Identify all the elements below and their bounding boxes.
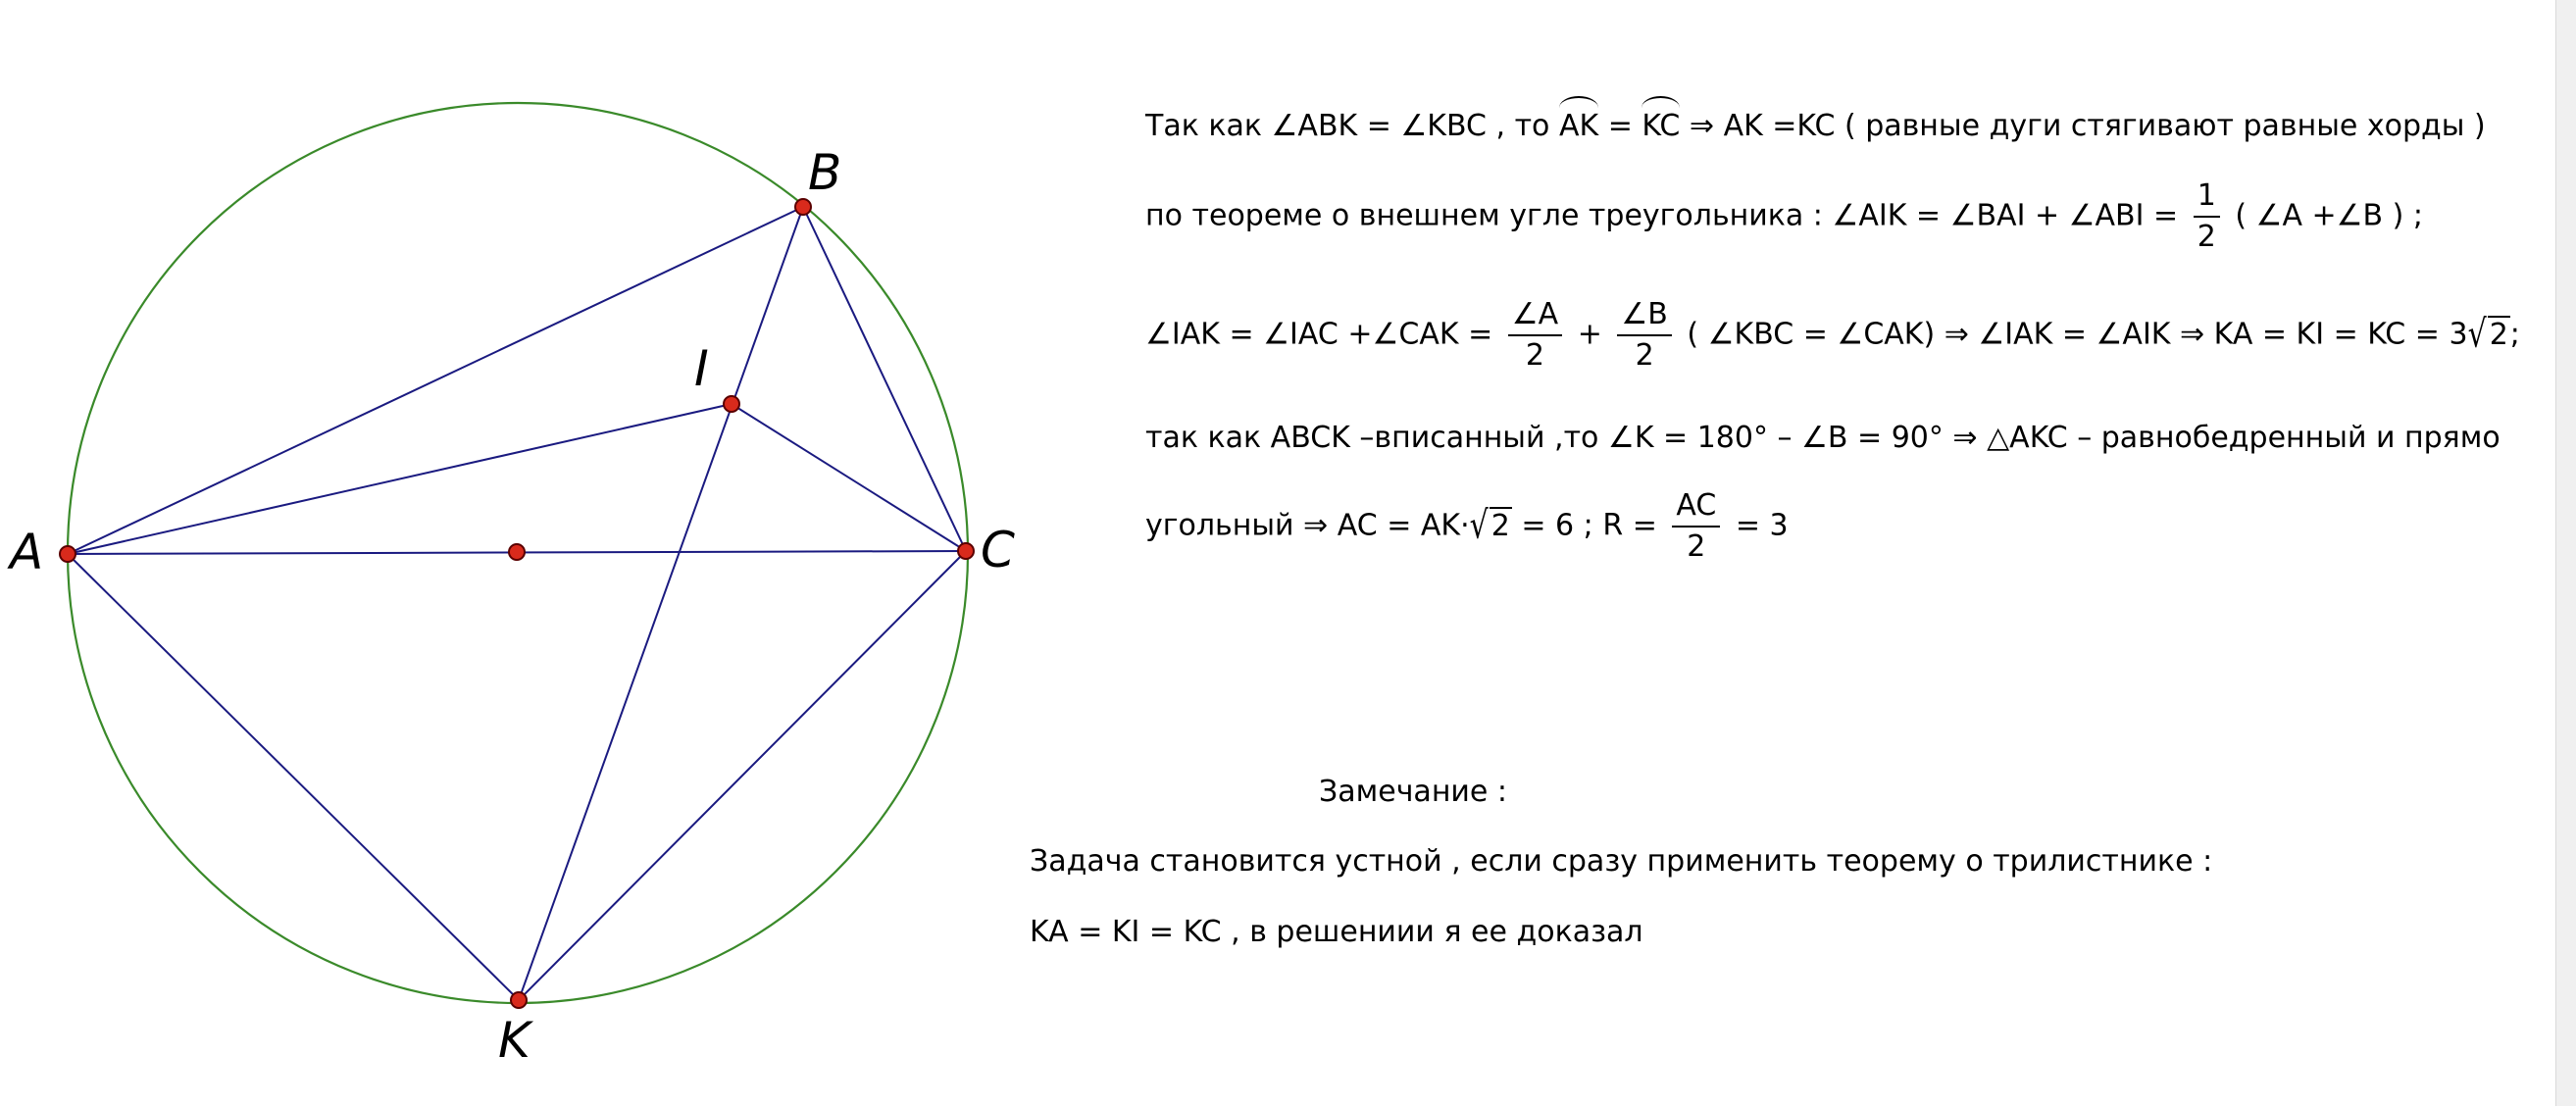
line2-suffix: ( ∠A +∠B ) ; [2225,198,2424,233]
line3-prefix: ∠IAK = ∠IAC +∠CAK = [1145,317,1502,352]
right-edge-strip [2555,0,2576,1106]
label-i: I [694,340,709,397]
geometry-figure [0,0,1079,1106]
solution-line-4: так как ABCK –вписанный ,то ∠K = 180° – ∠B = 90° ⇒ △AKC – равнобедренный и прямо [1145,421,2500,455]
frac-den: 2 [1525,338,1544,373]
line1-prefix: Так как ∠ABK = ∠KBC , то [1145,109,1559,143]
label-b: B [808,144,842,201]
arc-kc: KC [1642,109,1681,143]
point-c [958,543,974,559]
point-i [724,396,739,412]
point-b [795,199,811,215]
segment-ai [68,404,732,554]
fraction-a-half [1508,295,1562,376]
line1-suffix: ⇒ AK =KC ( равные дуги стягивают равные хорды ) [1680,109,2486,143]
line5-suffix: = 3 [1726,508,1789,543]
line3-end: ; [2509,317,2520,352]
frac-num: ∠B [1617,295,1671,336]
solution-line-2 [1145,176,2423,257]
remark-line-2: KA = KI = KC , в решениии я ее доказал [1030,915,1643,949]
line3-middle: ( ∠KBC = ∠CAK) ⇒ ∠IAK = ∠AIK ⇒ KA = KI = KC = 3 [1677,317,2468,352]
line5-middle: = 6 ; R = [1511,508,1667,543]
segment-bk [519,207,803,1000]
solution-line-3 [1145,295,2520,376]
point-center [509,544,525,560]
frac-den: 2 [1687,529,1706,564]
frac-den: 2 [1635,338,1654,373]
point-k [511,992,527,1008]
remark-line-1: Задача становится устной , если сразу применить теорему о трилистнике : [1030,844,2213,879]
frac-den: 2 [2197,220,2216,254]
line2-prefix: по теореме о внешнем угле треугольника : ∠AIK = ∠BAI + ∠ABI = [1145,198,2188,233]
fraction-ac-half [1672,486,1720,567]
segment-ak [68,554,519,1000]
line3-plus: + [1568,317,1612,352]
frac-num: AC [1672,486,1720,528]
label-a: A [10,524,44,580]
segment-ck [519,551,966,1000]
solution-line-1 [1145,110,2486,143]
arc-ak: AK [1558,109,1599,143]
point-a [60,546,76,562]
label-k: K [498,1012,530,1069]
frac-num: 1 [2194,176,2220,218]
remark-title: Замечание : [1319,775,1508,809]
sqrt-two: √ 2 [1469,503,1510,548]
fraction-one-half [2194,176,2220,257]
solution-line-5 [1145,486,1789,567]
sqrt-two: √ 2 [2467,312,2508,357]
line5-prefix: угольный ⇒ AC = AK· [1145,508,1470,543]
frac-num: ∠A [1508,295,1562,336]
label-c: C [981,522,1015,578]
fraction-b-half [1617,295,1671,376]
sqrt-arg: 2 [1490,508,1510,543]
sqrt-arg: 2 [2489,317,2508,352]
line1-eq: = [1598,109,1642,143]
